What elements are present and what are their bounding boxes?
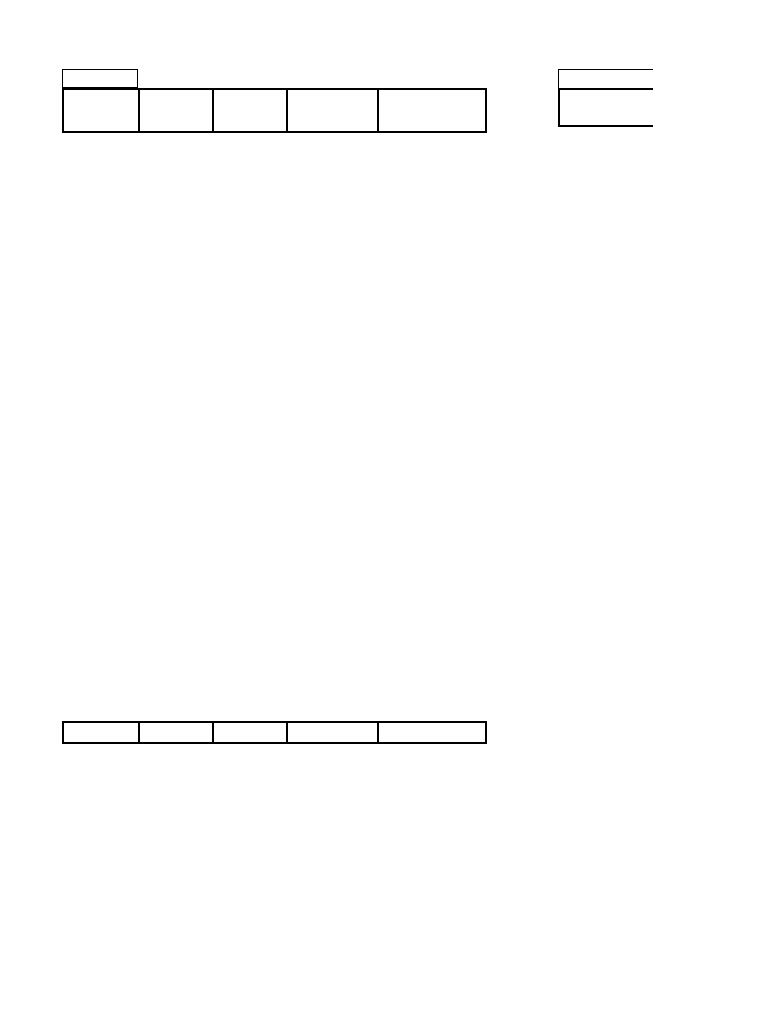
- tabla-b-header: [558, 88, 653, 127]
- total-ventas: [378, 722, 486, 743]
- total-zona: [213, 722, 287, 743]
- total-jornadas: [287, 722, 378, 743]
- total-legajo: [63, 722, 139, 743]
- tabla-a: [62, 88, 487, 133]
- tabla-a-header-row: [63, 89, 486, 132]
- tabla-a-title: [62, 69, 138, 88]
- totals-row: [63, 722, 486, 743]
- tabla-b-title: [558, 69, 653, 88]
- header-edad: [139, 89, 213, 132]
- header-legajo: [63, 89, 139, 132]
- total-edad: [139, 722, 213, 743]
- header-zona: [213, 89, 287, 132]
- header-jornadas: [287, 89, 378, 132]
- header-ventas: [378, 89, 486, 132]
- tabla-a-totals: [62, 721, 487, 744]
